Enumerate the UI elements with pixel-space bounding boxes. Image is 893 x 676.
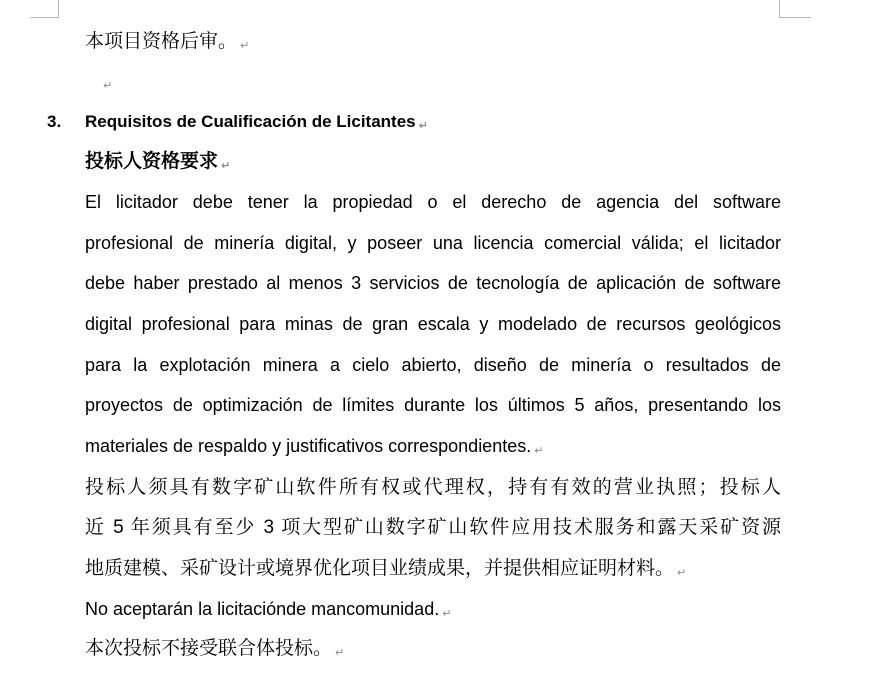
paragraph-es-line: proyectos de optimización de límites durante los últimos 5 años, presentando los: [85, 395, 781, 415]
section-title-cn: [85, 150, 230, 178]
joint-venture-cn-text: 本次投标不接受联合体投标。: [85, 638, 333, 659]
paragraph-mark-icon: ↵: [103, 80, 113, 92]
paragraph-es-line: profesional de minería digital, y poseer una licencia comercial válida; el licitador: [85, 233, 781, 253]
paragraph-mark-icon: ↵: [442, 608, 452, 620]
joint-venture-es: [85, 597, 451, 626]
paragraph-es-line: materiales de respaldo y justificativos correspondientes.: [85, 436, 532, 456]
paragraph-es-last-line: [85, 434, 543, 463]
top-line-text: 本项目资格后审。: [85, 31, 238, 52]
paragraph-es-line: digital profesional para minas de gran escala y modelado de recursos geológicos: [85, 314, 781, 334]
paragraph-mark-icon: ↵: [418, 120, 428, 132]
paragraph-es-line: para la explotación minera a cielo abierto, diseño de minería o resultados de: [85, 355, 781, 375]
joint-venture-cn: [85, 637, 344, 665]
top-line: [85, 30, 249, 58]
section-title: [85, 110, 428, 138]
paragraph-mark-icon: ↵: [677, 567, 687, 579]
paragraph-mark-icon: ↵: [221, 160, 231, 172]
paragraph-mark-icon: ↵: [534, 445, 544, 457]
paragraph-cn-line: 投标人须具有数字矿山软件所有权或代理权，持有有效的营业执照；投标人: [85, 477, 781, 498]
section-title-cn-text: 投标人资格要求: [85, 151, 219, 172]
section-title-text: Requisitos de Cualificación de Licitantes: [85, 112, 416, 131]
page-corner-mark-right: [779, 0, 811, 18]
paragraph-es-line: El licitador debe tener la propiedad o el derecho de agencia del software: [85, 192, 781, 212]
paragraph-cn-line: 近 5 年须具有至少 3 项大型矿山数字矿山软件应用技术服务和露天采矿资源: [85, 517, 781, 538]
joint-venture-es-text: No aceptarán la licitaciónde mancomunidad.: [85, 599, 440, 619]
paragraph-mark-icon: ↵: [335, 647, 345, 659]
paragraph-mark-icon: ↵: [240, 40, 250, 52]
page-corner-mark-left: [30, 0, 59, 18]
empty-paragraph: [100, 70, 112, 98]
paragraph-es-line: debe haber prestado al menos 3 servicios de tecnología de aplicación de software: [85, 273, 781, 293]
section-number: 3.: [47, 112, 62, 131]
paragraph-cn-line: 地质建模、采矿设计或境界优化项目业绩成果，并提供相应证明材料。: [85, 558, 675, 579]
paragraph-cn-last-line: [85, 557, 686, 585]
